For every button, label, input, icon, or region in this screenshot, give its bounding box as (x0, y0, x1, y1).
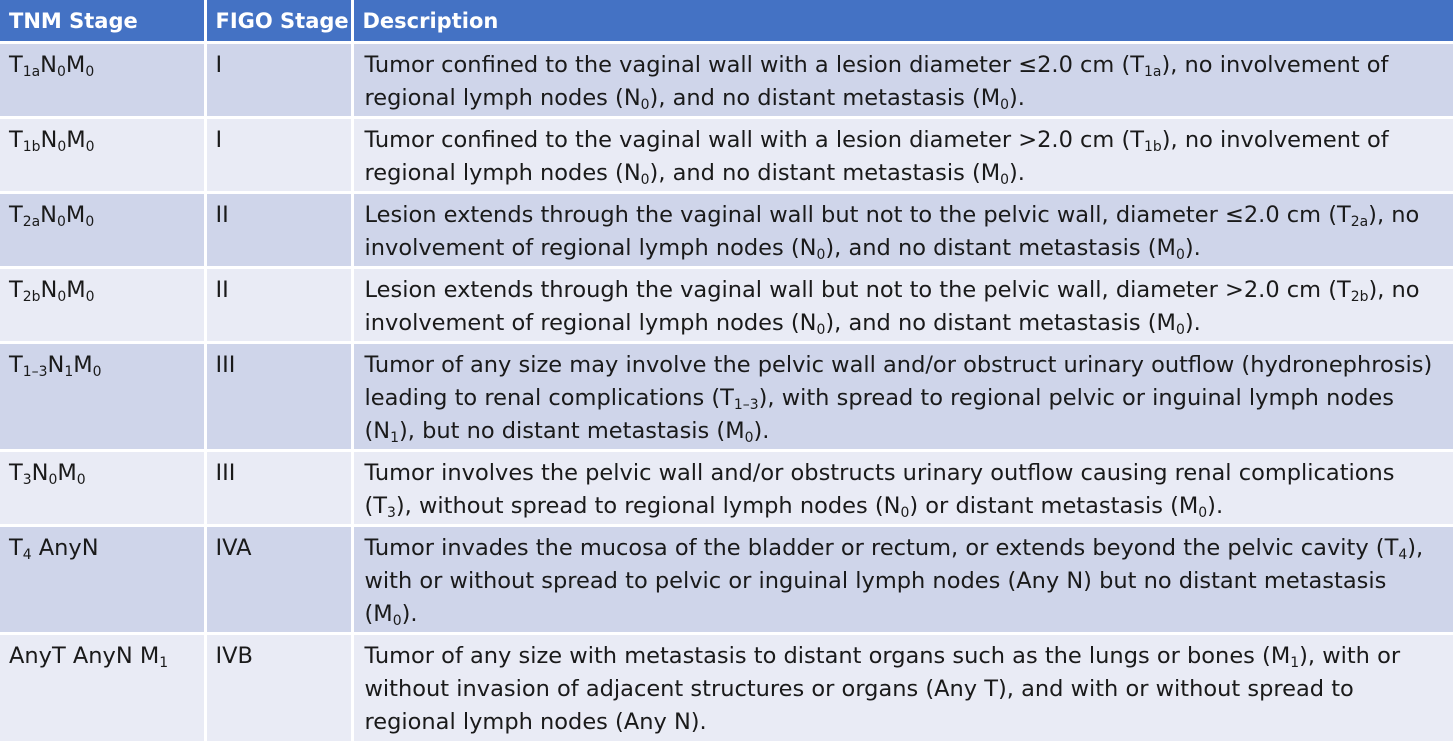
subscript: 1a (22, 63, 41, 80)
text-run: N (40, 202, 58, 228)
subscript: 2b (1350, 288, 1369, 305)
subscript: 0 (900, 504, 910, 521)
subscript: 0 (57, 213, 66, 230)
text-run: Tumor confined to the vaginal wall with a lesion diameter ≤2.0 cm (T (364, 52, 1145, 78)
subscript: 0 (640, 96, 650, 113)
subscript: 0 (85, 63, 95, 80)
text-run: ), with spread to regional pelvic or inguinal lymph nodes (N (364, 385, 1394, 444)
text-run: M (57, 460, 77, 486)
description-cell (352, 268, 1453, 343)
table-row (0, 343, 1453, 451)
subscript: 0 (392, 612, 402, 629)
text-run: ). (401, 601, 418, 627)
text-run: N (40, 277, 58, 303)
subscript: 1b (1144, 138, 1162, 155)
description-cell (352, 43, 1453, 118)
text-run: Tumor of any size with metastasis to distant organs such as the lungs or bones (M (364, 643, 1291, 669)
text-run: T (9, 460, 23, 486)
text-run: AnyT AnyN M (9, 643, 160, 669)
description-cell (352, 451, 1453, 526)
figo-stage-cell: II (205, 193, 352, 268)
text-run: ), no involvement of regional lymph nodes (N (364, 277, 1420, 336)
subscript: 1 (159, 654, 169, 671)
text-run: Tumor of any size may involve the pelvic wall and/or obstruct urinary outflow (hydronephrosis) leading to renal complications (T (364, 352, 1433, 411)
text-run: ). (1207, 493, 1224, 519)
subscript: 0 (816, 246, 826, 263)
text-run: Lesion extends through the vaginal wall but not to the pelvic wall, diameter ≤2.0 cm (T (364, 202, 1351, 228)
text-run: N (40, 52, 58, 78)
table-row (0, 118, 1453, 193)
subscript: 0 (1000, 171, 1010, 188)
description-cell (352, 193, 1453, 268)
subscript: 3 (22, 471, 32, 488)
text-run: ). (1009, 85, 1025, 111)
description-cell (352, 343, 1453, 451)
subscript: 1–3 (733, 396, 759, 413)
subscript: 0 (92, 363, 102, 380)
table-row (0, 193, 1453, 268)
subscript: 0 (816, 321, 826, 338)
subscript: 1–3 (22, 363, 48, 380)
tnm-stage-cell (0, 343, 205, 451)
text-run: ) or distant metastasis (M (909, 493, 1199, 519)
text-run: M (66, 127, 86, 153)
subscript: 1 (1290, 654, 1300, 671)
table-row (0, 43, 1453, 118)
tnm-stage-cell (0, 118, 205, 193)
description-cell (352, 118, 1453, 193)
subscript: 0 (1175, 321, 1185, 338)
subscript: 4 (1398, 546, 1408, 563)
subscript: 0 (85, 213, 95, 230)
subscript: 0 (640, 171, 650, 188)
text-run: ), no involvement of regional lymph nodes (N (364, 127, 1389, 186)
figo-stage-cell: III (205, 451, 352, 526)
subscript: 0 (1000, 96, 1010, 113)
tnm-stage-cell (0, 451, 205, 526)
figo-stage-cell: IVA (205, 526, 352, 634)
text-run: ), and no distant metastasis (M (649, 160, 1001, 186)
table-row (0, 634, 1453, 743)
tnm-stage-cell (0, 268, 205, 343)
text-run: N (31, 460, 49, 486)
figo-stage-cell: I (205, 43, 352, 118)
header-figo-stage: FIGO Stage (205, 0, 352, 43)
figo-stage-cell: III (205, 343, 352, 451)
figo-stage-cell: I (205, 118, 352, 193)
subscript: 3 (387, 504, 396, 521)
text-run: ), and no distant metastasis (M (825, 310, 1176, 336)
text-run: Lesion extends through the vaginal wall but not to the pelvic wall, diameter >2.0 cm (T (364, 277, 1351, 303)
figo-stage-cell: II (205, 268, 352, 343)
text-run: T (9, 535, 23, 561)
text-run: ), no involvement of regional lymph nodes (N (364, 202, 1420, 261)
table-body (0, 43, 1453, 743)
tnm-stage-cell (0, 634, 205, 743)
subscript: 0 (85, 288, 95, 305)
text-run: N (47, 352, 65, 378)
text-run: T (9, 277, 23, 303)
subscript: 0 (57, 138, 67, 155)
text-run: T (9, 202, 23, 228)
subscript: 0 (57, 288, 67, 305)
subscript: 1 (64, 363, 74, 380)
text-run: Tumor confined to the vaginal wall with a lesion diameter >2.0 cm (T (364, 127, 1145, 153)
text-run: ). (1009, 160, 1025, 186)
text-run: ), with or without spread to pelvic or inguinal lymph nodes (Any N) but no distant metastasis (M (364, 535, 1424, 627)
description-cell (352, 526, 1453, 634)
tnm-stage-cell (0, 526, 205, 634)
text-run: ), and no distant metastasis (M (825, 235, 1176, 261)
text-run: ). (753, 418, 770, 444)
figo-stage-cell: IVB (205, 634, 352, 743)
subscript: 1a (1144, 63, 1162, 80)
text-run: Tumor invades the mucosa of the bladder or rectum, or extends beyond the pelvic cavity (T (364, 535, 1399, 561)
subscript: 0 (76, 471, 86, 488)
text-run: T (9, 352, 23, 378)
table-row (0, 526, 1453, 634)
text-run: ), with or without invasion of adjacent structures or organs (Any T), and with or without spread to regional lymph nodes (Any N). (364, 643, 1401, 735)
text-run: T (9, 52, 23, 78)
subscript: 1 (390, 429, 399, 446)
table-header (0, 0, 1453, 43)
text-run: ). (1184, 235, 1201, 261)
text-run: T (9, 127, 23, 153)
text-run: ). (1184, 310, 1201, 336)
text-run: M (66, 277, 86, 303)
subscript: 2b (22, 288, 41, 305)
text-run: AnyN (31, 535, 99, 561)
text-run: M (65, 52, 86, 78)
subscript: 2a (22, 213, 41, 230)
text-run: ), but no distant metastasis (M (398, 418, 745, 444)
text-run: M (73, 352, 93, 378)
header-description: Description (352, 0, 1453, 43)
subscript: 0 (85, 138, 95, 155)
text-run: Tumor involves the pelvic wall and/or obstructs urinary outflow causing renal complications (T (364, 460, 1395, 519)
subscript: 0 (744, 429, 754, 446)
table-row (0, 268, 1453, 343)
text-run: N (40, 127, 58, 153)
text-run: ), without spread to regional lymph nodes (N (395, 493, 901, 519)
tnm-stage-cell (0, 43, 205, 118)
subscript: 0 (57, 63, 66, 80)
text-run: M (65, 202, 86, 228)
table-row (0, 451, 1453, 526)
header-tnm-stage: TNM Stage (0, 0, 205, 43)
description-cell (352, 634, 1453, 743)
text-run: ), and no distant metastasis (M (649, 85, 1001, 111)
subscript: 4 (22, 546, 32, 563)
subscript: 0 (1198, 504, 1208, 521)
subscript: 1b (22, 138, 41, 155)
text-run: ), no involvement of regional lymph nodes (N (364, 52, 1389, 111)
subscript: 0 (48, 471, 58, 488)
tnm-stage-cell (0, 193, 205, 268)
subscript: 2a (1350, 213, 1369, 230)
subscript: 0 (1175, 246, 1185, 263)
